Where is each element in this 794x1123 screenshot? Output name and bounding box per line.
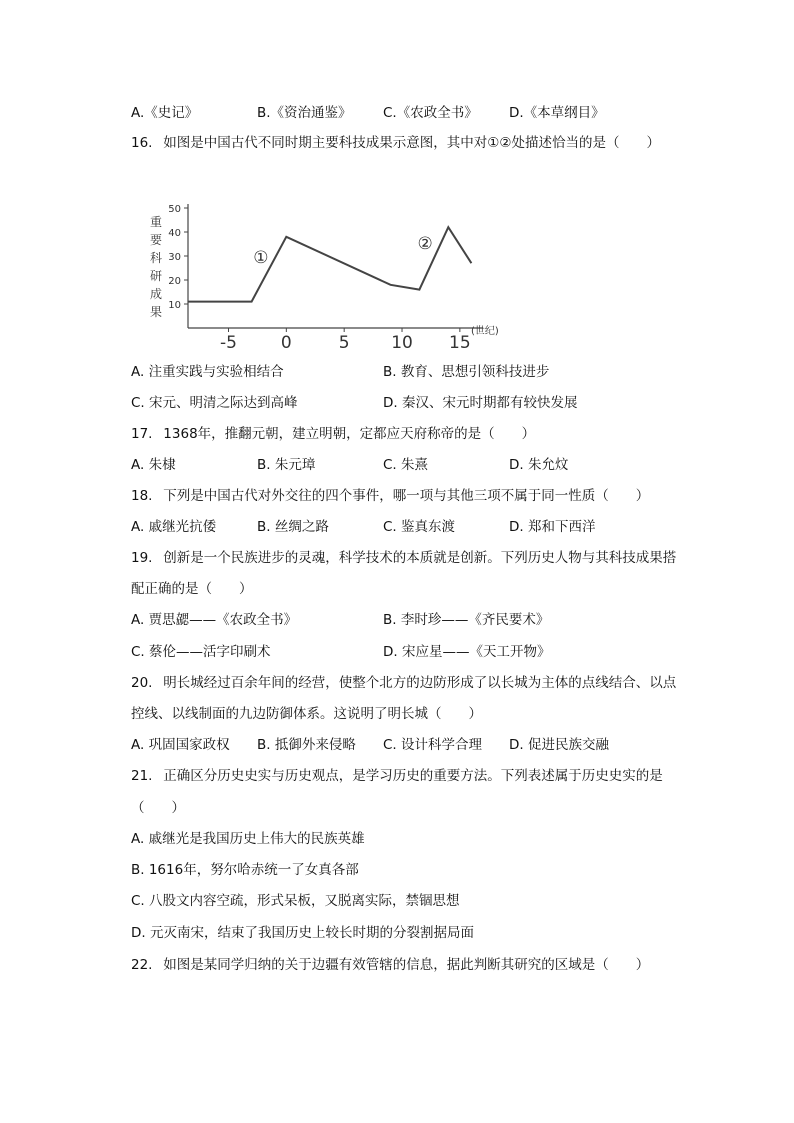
q17-option-d: D. 朱允炆 [509,457,569,473]
q19-stem-line-1 [131,549,676,567]
q18-option-d: D. 郑和下西洋 [509,519,596,535]
q18-option-a: A. 戚继光抗倭 [131,519,217,535]
q16-stem: 如图是中国古代不同时期主要科技成果示意图，其中对①②处描述恰当的是（ ） [163,135,661,151]
q15-option-a: A.《史记》 [131,105,199,121]
q19-stem-2: 配正确的是（ ） [131,581,253,597]
q17-stem: 1368年，推翻元朝，建立明朝，定都应天府称帝的是（ ） [163,426,536,442]
q16-option-c: C. 宋元、明清之际达到高峰 [131,395,298,411]
q21-stem-2: （ ） [131,800,185,816]
x-tick-label: 0 [280,333,292,353]
q20-option-c: C. 设计科学合理 [383,737,483,753]
q16-option-b: B. 教育、思想引领科技进步 [383,364,550,380]
q15-option-c: C.《农政全书》 [383,105,478,121]
y-tick-label: 30 [168,252,181,263]
y-tick-label: 10 [168,300,181,311]
q20-option-d: D. 促进民族交融 [509,737,609,753]
q21-stem-line-1 [131,767,663,785]
marker-2: ② [417,233,433,254]
q16-number: 16. [131,135,153,151]
marker-1: ① [253,248,269,269]
q21-stem-1: 正确区分历史史实与历史观点，是学习历史的重要方法。下列表述属于历史史实的是 [163,768,663,784]
q20-stem-line-2 [131,705,482,723]
q18-stem: 下列是中国古代对外交往的四个事件，哪一项与其他三项不属于同一性质（ ） [163,488,650,504]
q21-option-d: D. 元灭南宋，结束了我国历史上较长时期的分裂割据局面 [131,925,474,941]
y-axis-label-char: 重 [149,215,163,229]
y-tick-label: 50 [168,204,181,215]
x-tick-label: 15 [449,333,471,353]
q16-chart-svg [128,196,514,356]
q20-stem-1: 明长城经过百余年间的经营，使整个北方的边防形成了以长城为主体的点线结合、以点 [163,675,677,691]
q16-option-d: D. 秦汉、宋元时期都有较快发展 [383,395,578,411]
y-axis-label-char: 要 [149,233,163,247]
q15-option-b: B.《资治通鉴》 [257,105,352,121]
q19-number: 19. [131,550,153,566]
q21-stem-line-2 [131,799,185,817]
x-tick-label: -5 [220,333,237,353]
y-axis-label-char: 果 [149,305,163,319]
q18-option-b: B. 丝绸之路 [257,519,329,535]
q20-option-b: B. 抵御外来侵略 [257,737,356,753]
q20-option-a: A. 巩固国家政权 [131,737,230,753]
q17-option-b: B. 朱元璋 [257,457,316,473]
q21-option-a: A. 戚继光是我国历史上伟大的民族英雄 [131,831,365,847]
q16-stem-line [131,134,660,152]
q21-option-c: C. 八股文内容空疏，形式呆板，又脱离实际，禁锢思想 [131,893,460,909]
q19-option-c: C. 蔡伦——活字印刷术 [131,644,271,660]
q22-number: 22. [131,957,153,973]
q22-stem-line [131,956,649,974]
x-tick-label: 5 [338,333,350,353]
q18-number: 18. [131,488,153,504]
q17-option-c: C. 朱熹 [383,457,429,473]
q19-option-b: B. 李时珍——《齐民要术》 [383,612,550,628]
q19-stem-line-2 [131,580,253,598]
q17-number: 17. [131,426,153,442]
q17-option-a: A. 朱棣 [131,457,176,473]
q19-stem-1: 创新是一个民族进步的灵魂，科学技术的本质就是创新。下列历史人物与其科技成果搭 [163,550,677,566]
y-axis-label-char: 研 [149,269,163,283]
q17-stem-line [131,425,535,443]
y-axis-label-char: 科 [149,251,163,265]
q15-option-d: D.《本草纲目》 [509,105,605,121]
q20-stem-line-1 [131,674,676,692]
y-tick-label: 20 [168,276,181,287]
q19-option-d: D. 宋应星——《天工开物》 [383,644,551,660]
x-axis-unit-label: (世纪) [471,326,499,337]
q20-stem-2: 控线、以线制面的九边防御体系。这说明了明长城（ ） [131,706,482,722]
y-axis-label-char: 成 [149,287,163,301]
y-tick-label: 40 [168,228,181,239]
q16-chart [128,196,514,356]
q19-option-a: A. 贾思勰——《农政全书》 [131,612,298,628]
x-tick-label: 10 [391,333,413,353]
q18-option-c: C. 鉴真东渡 [383,519,456,535]
q18-stem-line [131,487,649,505]
q16-option-a: A. 注重实践与实验相结合 [131,364,284,380]
q22-stem: 如图是某同学归纳的关于边疆有效管辖的信息，据此判断其研究的区域是（ ） [163,957,650,973]
q20-number: 20. [131,675,153,691]
q21-option-b: B. 1616年，努尔哈赤统一了女真各部 [131,862,359,878]
q21-number: 21. [131,768,153,784]
